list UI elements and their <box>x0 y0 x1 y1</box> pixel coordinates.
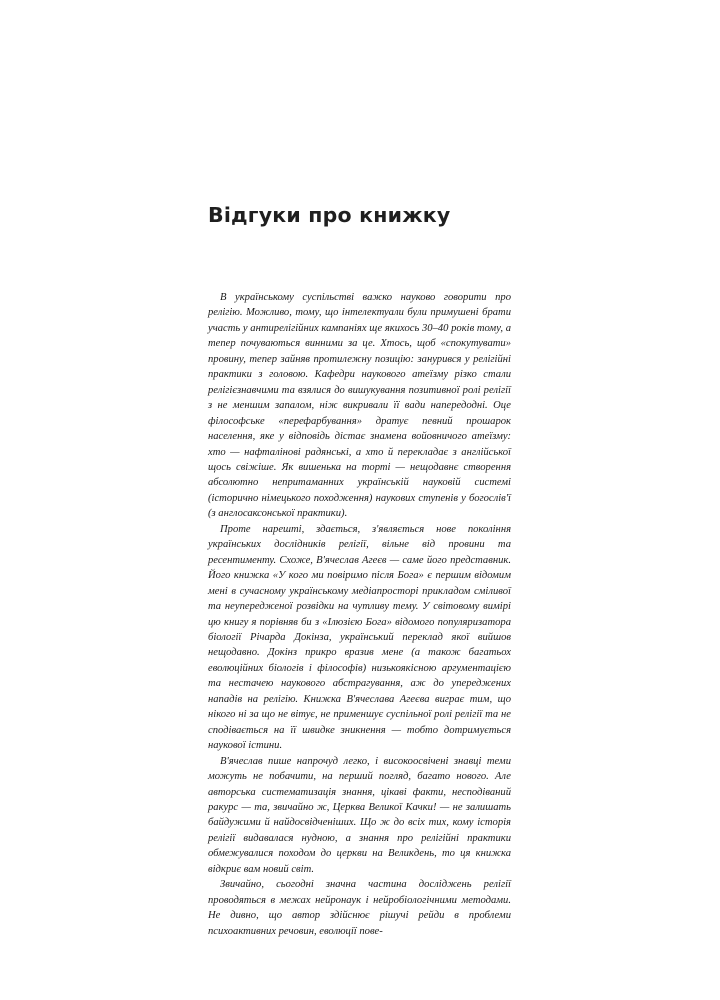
paragraph-1: В українському суспільстві важко науково говорити про релігію. Можливо, тому, що інтелектуали були примушені брати участь у антирелігійних кампаніях ще якихось 30–40 років тому, а тепер почуваються винними за це. Хтось, щоб «спокутувати» провину, тепер зайняв протилежну позицію: занурився у релігійні практики з головою. Кафедри наукового атеїзму різко стали релігієзнавчими та взялися до вишукування позитивної ролі релігії з не меншим запалом, ніж викривали її вади напередодні. Оце філософське «перефарбування» дратує певний прошарок населення, яке у відповідь дістає знамена войовничого атеїзму: хто — нафталінові радянські, а хто й перекладає з англійської щось свіжіше. Як вишенька на торті — нещодавнє створення абсолютно непритаманних українській науковій системі (історично німецького походження) наукових ступенів у богослів'ї (з англосаксонської практики). <box>208 292 511 520</box>
review-text <box>208 290 511 939</box>
paragraph-2: Проте нарешті, здається, з'являється нове покоління українських дослідників релігії, вільне від провини та ресентименту. Схоже, В'ячеслав Агеєв — саме його представник. Його книжка «У кого ми повіримо після Бога» є першим відомим мені в сучасному українському медіапросторі прикладом сміливої та неупередженої розвідки на чутливу тему. У світовому вимірі цю книгу я порівняв би з «Ілюзією Бога» відомого популяризатора біології Річарда Докінза, український переклад якої вийшов нещодавно. Докінз прикро вразив мене (а також багатьох еволюційних біологів і філософів) низькоякісною аргументацією та нестачею наукового абстрагування, аж до упереджених нападів на релігію. Книжка В'ячеслава Агеєва виграє тим, що нікого ні за що не вітує, не применшує суспільної ролі релігії та не сподівається на її швидке зникнення — тобто дотримується наукової істини. <box>208 523 511 752</box>
paragraph-4: Звичайно, сьогодні значна частина досліджень релігії проводяться в межах нейронаук і нейробіологічними методами. Не дивно, що автор здійснює рішучі рейди в проблеми психоактивних речовин, еволюції пове- <box>208 879 511 937</box>
page-title: Відгуки про книжку <box>208 203 451 227</box>
paragraph-3: В'ячеслав пише напрочуд легко, і високоосвічені знавці теми можуть не побачити, на перший погляд, багато нового. Але авторська систематизація знання, цікаві факти, несподіваний ракурс — та, звичайно ж, Церква Великої Качки! — не залишать байдужими й найдосвідченіших. Що ж до всіх тих, кому історія релігії видавалася нудною, а знання про релігійні практики обмежувалися походом до церкви на Великдень, то ця книжка відкриє вам новий світ. <box>208 755 511 875</box>
